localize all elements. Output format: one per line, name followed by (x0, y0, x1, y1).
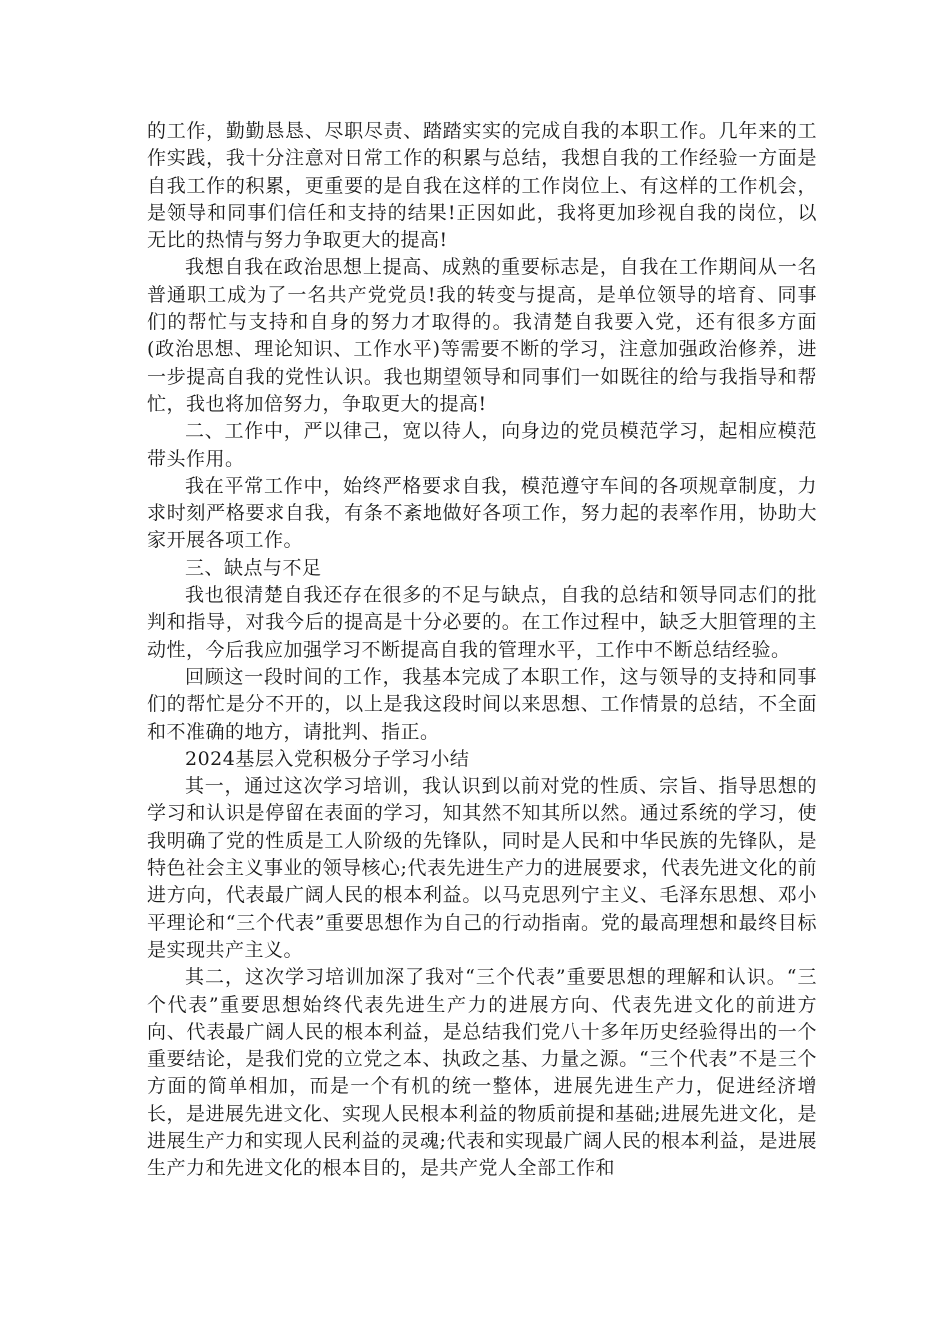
section-heading-two: 二、工作中，严以律己，宽以待人，向身边的党员模范学习，起相应模范带头作用。 (147, 420, 817, 470)
paragraph-review: 回顾这一段时间的工作，我基本完成了本职工作，这与领导的支持和同事们的帮忙是分不开的，以上是我这段时间以来思想、工作情景的总结，不全面和不准确的地方，请批判、指正。 (147, 665, 817, 743)
paragraph-daily-work: 我在平常工作中，始终严格要求自我，模范遵守车间的各项规章制度，力求时刻严格要求自我，有条不紊地做好各项工作，努力起的表率作用，协助大家开展各项工作。 (147, 474, 817, 552)
paragraph-point-one: 其一，通过这次学习培训，我认识到以前对党的性质、宗旨、指导思想的学习和认识是停留在表面的学习，知其然不知其所以然。通过系统的学习，使我明确了党的性质是工人阶级的先锋队，同时是人民和中华民族的先锋队，是特色社会主义事业的领导核心;代表先进生产力的进展要求，代表先进文化的前进方向，代表最广阔人民的根本利益。以马克思列宁主义、毛泽东思想、邓小平理论和“三个代表”重要思想作为自己的行动指南。党的最高理想和最终目标是实现共产主义。 (147, 775, 817, 961)
paragraph-political-growth: 我想自我在政治思想上提高、成熟的重要标志是，自我在工作期间从一名普通职工成为了一名共产党党员!我的转变与提高，是单位领导的培育、同事们的帮忙与支持和自身的努力才取得的。我清楚自我要入党，还有很多方面(政治思想、理论知识、工作水平)等需要不断的学习，注意加强政治修养，进一步提高自我的党性认识。我也期望领导和同事们一如既往的给与我指导和帮忙，我也将加倍努力，争取更大的提高! (147, 256, 817, 415)
paragraph-point-two: 其二，这次学习培训加深了我对“三个代表”重要思想的理解和认识。“三个代表”重要思想始终代表先进生产力的进展方向、代表先进文化的前进方向、代表最广阔人民的根本利益，是总结我们党八十多年历史经验得出的一个重要结论，是我们党的立党之本、执政之基、力量之源。“三个代表”不是三个方面的简单相加，而是一个有机的统一整体，进展先进生产力，促进经济增长，是进展先进文化、实现人民根本利益的物质前提和基础;进展先进文化，是进展生产力和实现人民利益的灵魂;代表和实现最广阔人民的根本利益，是进展生产力和先进文化的根本目的，是共产党人全部工作和 (147, 966, 817, 1180)
section-heading-three: 三、缺点与不足 (185, 556, 322, 579)
document-body (147, 118, 817, 1183)
subtitle-study-summary: 2024基层入党积极分子学习小结 (185, 747, 470, 770)
paragraph-continuation: 的工作，勤勤恳恳、尽职尽责、踏踏实实的完成自我的本职工作。几年来的工作实践，我十分注意对日常工作的积累与总结，我想自我的工作经验一方面是自我工作的积累，更重要的是自我在这样的工作岗位上、有这样的工作机会，是领导和同事们信任和支持的结果!正因如此，我将更加珍视自我的岗位，以无比的热情与努力争取更大的提高! (147, 120, 817, 252)
paragraph-shortcomings: 我也很清楚自我还存在很多的不足与缺点，自我的总结和领导同志们的批判和指导，对我今后的提高是十分必要的。在工作过程中，缺乏大胆管理的主动性，今后我应加强学习不断提高自我的管理水平，工作中不断总结经验。 (147, 584, 817, 661)
